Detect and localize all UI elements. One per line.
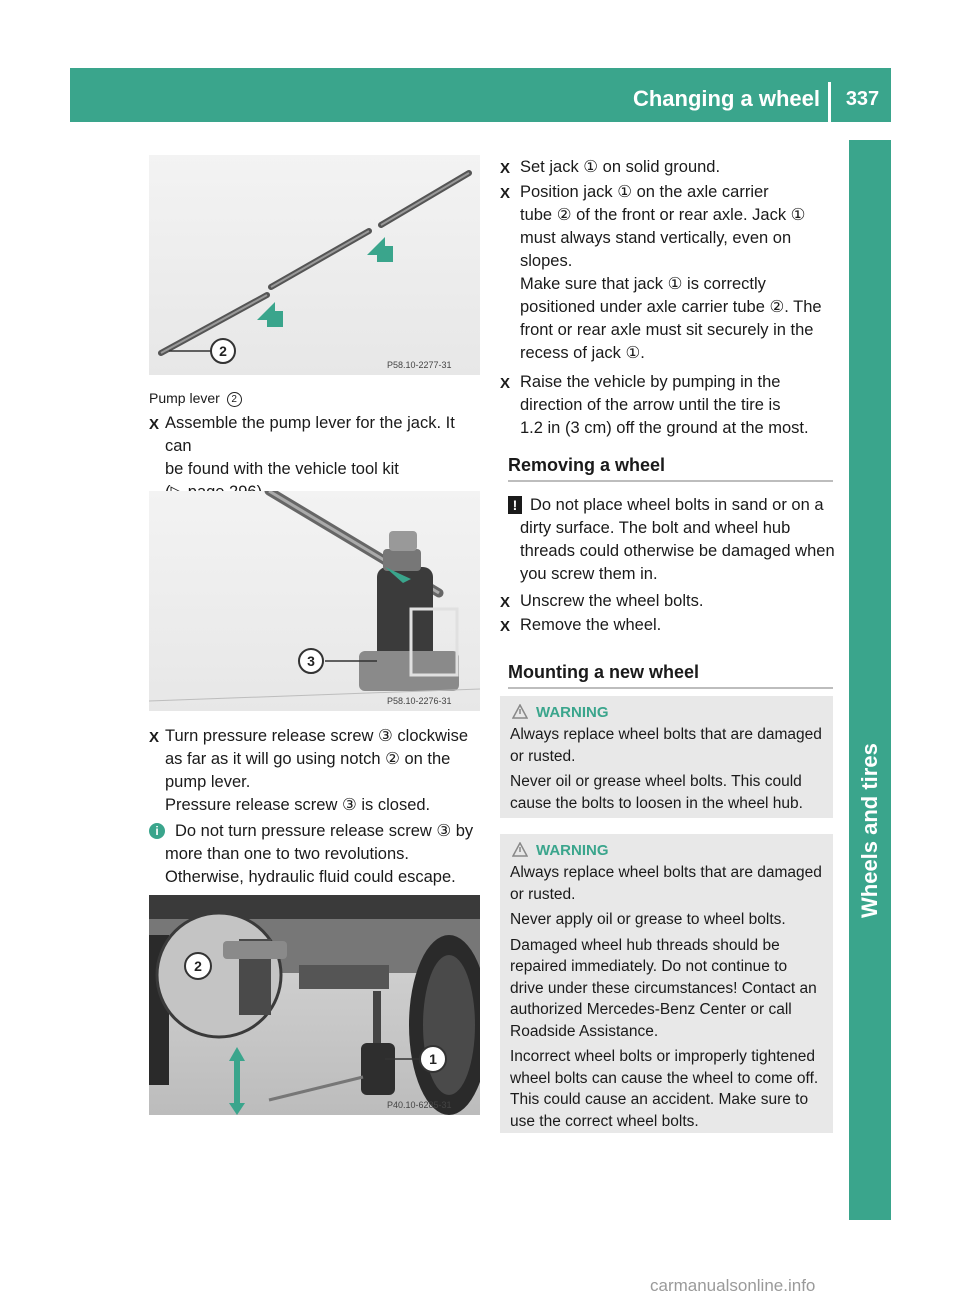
header-divider (828, 82, 831, 122)
warning-text: Always replace wheel bolts that are damaged or rusted. Never apply oil or grease to wheel bolts. Damaged wheel hub threads should be repaired immediately. Do not continue to drive under these circumstances! Contact an authorized Mercedes-Benz Center or call Roadside Assistance. Incorrect wheel bolts or improperly tightened wheel bolts can cause the wheel to come off. This could cause an accident. Make sure to use the correct wheel bolts. (510, 864, 822, 1130)
step-marker: X (500, 185, 511, 202)
step-text: Position jack ① on the axle carrier tube ② of the front or rear axle. Jack ① must always stand vertically, even on slopes. Make sure that jack ① is correctly positioned under axle carrier tube ②. The front or rear axle must sit securely in the recess of jack ①. (520, 183, 822, 362)
warning-title: WARNING (536, 842, 609, 859)
warning-text: Always replace wheel bolts that are damaged or rusted. Never oil or grease wheel bolts. This could cause the bolts to loosen in the wheel hub. (510, 726, 822, 812)
chapter-tab-marker (849, 1142, 891, 1220)
callout-3-label: 3 (307, 653, 315, 669)
figure-code: P58.10-2276-31 (387, 696, 452, 706)
chapter-tab (849, 140, 891, 1142)
pump-lever-illustration (149, 155, 480, 375)
caution-text: Do not place wheel bolts in sand or on a dirty surface. The bolt and wheel hub threads could otherwise be damaged when you screw them in. (520, 496, 835, 583)
warning-box (500, 696, 833, 818)
page-number: 337 (845, 88, 880, 110)
step-text: Assemble the pump lever for the jack. It can be found with the vehicle tool kit (165, 414, 455, 478)
step-marker: X (149, 416, 160, 433)
chapter-tab-label: Wheels and tires (857, 743, 882, 919)
figure-jack (149, 491, 480, 711)
page-header (70, 68, 891, 122)
figure-pump-lever (149, 155, 480, 375)
step-text: Turn pressure release screw ③ clockwise as far as it will go using notch ② on the pump lever. Pressure release screw ③ is closed. (165, 727, 469, 814)
step-text: Raise the vehicle by pumping in the direction of the arrow until the tire is 1.2 in (3 cm) off the ground at the most. (520, 373, 809, 437)
figure-code: P40.10-6285-31 (387, 1100, 452, 1110)
jack-illustration (149, 491, 480, 711)
callout-2-label: 2 (194, 958, 202, 974)
warning-triangle-icon (512, 704, 528, 719)
step-text: Unscrew the wheel bolts. (520, 592, 704, 610)
step-marker: X (149, 729, 160, 746)
step-marker: X (500, 618, 511, 635)
section-heading-mounting: Mounting a new wheel (508, 662, 833, 689)
warning-title: WARNING (536, 704, 609, 721)
step-marker: X (500, 594, 511, 611)
info-icon: i (149, 823, 165, 839)
step-text: Set jack ① on solid ground. (520, 158, 721, 176)
warning-box (500, 834, 833, 1133)
caution-icon: ! (508, 496, 522, 514)
step-marker: X (500, 375, 511, 392)
figure-axle (149, 895, 480, 1115)
callout-1-label: 1 (429, 1051, 437, 1067)
warning-triangle-icon (512, 842, 528, 857)
axle-illustration (149, 895, 480, 1115)
section-title: Changing a wheel (632, 86, 820, 111)
info-text: Do not turn pressure release screw ③ by more than one to two revolutions. Otherwise, hydraulic fluid could escape. (165, 822, 474, 886)
watermark: carmanualsonline.info (650, 1276, 816, 1295)
callout-2-label: 2 (219, 343, 227, 359)
section-heading-removing: Removing a wheel (508, 455, 833, 482)
step-marker: X (500, 160, 511, 177)
step-text: Remove the wheel. (520, 616, 662, 634)
callout-ref: 2 (227, 392, 242, 407)
figure-code: P58.10-2277-31 (387, 360, 452, 370)
figure-caption: Pump lever 2 (149, 387, 245, 410)
